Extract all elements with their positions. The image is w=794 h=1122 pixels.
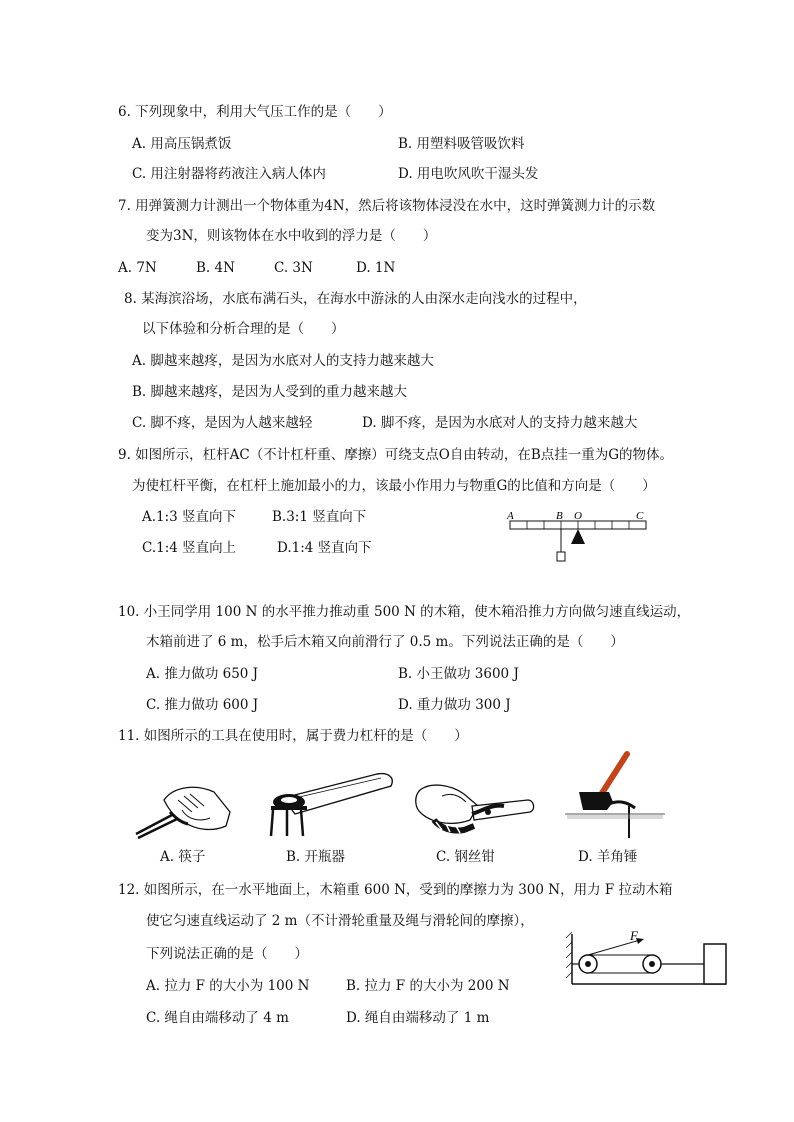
- q9-option-d: D.1:4 竖直向下: [277, 540, 372, 556]
- q9-stem-line1: 9. 如图所示，杠杆AC（不计杠杆重、摩擦）可绕支点O自由转动，在B点挂一重为G的物体。: [118, 447, 674, 463]
- lever-figure: [505, 508, 655, 568]
- q10-option-a: A. 推力做功 650 J: [146, 666, 259, 682]
- q7-stem-line2: 变为3N，则该物体在水中收到的浮力是（ ）: [146, 228, 437, 244]
- q12-stem-line1: 12. 如图所示，在一水平地面上，木箱重 600 N，受到的摩擦力为 300 N，用力 F 拉动木箱: [118, 882, 673, 898]
- pliers-figure: [412, 780, 537, 842]
- q8-option-b: B. 脚越来越疼，是因为人受到的重力越来越大: [132, 384, 408, 400]
- q11-option-d: D. 羊角锤: [578, 849, 638, 865]
- lever-label-b: B: [556, 510, 563, 522]
- q10-stem-line2: 木箱前进了 6 m，松手后木箱又向前滑行了 0.5 m。下列说法正确的是（ ）: [146, 634, 624, 650]
- lever-label-c: C: [636, 510, 644, 522]
- q11-option-b: B. 开瓶器: [286, 849, 346, 865]
- q12-stem-line2: 使它匀速直线运动了 2 m（不计滑轮重量及绳与滑轮间的摩擦），: [146, 913, 534, 929]
- q12-option-b: B. 拉力 F 的大小为 200 N: [346, 978, 510, 994]
- q10-option-b: B. 小王做功 3600 J: [398, 666, 519, 682]
- q6-stem: 6. 下列现象中，利用大气压工作的是（ ）: [118, 104, 392, 120]
- q6-option-c: C. 用注射器将药液注入病人体内: [132, 166, 326, 182]
- q11-option-c: C. 钢丝钳: [436, 849, 495, 865]
- bottle-opener-figure: [265, 770, 400, 838]
- chopsticks-figure: [134, 782, 234, 840]
- pulley-figure: [566, 928, 728, 988]
- q8-option-d: D. 脚不疼，是因为水底对人的支持力越来越大: [362, 415, 638, 431]
- hanging-weight: [557, 552, 565, 561]
- q12-option-d: D. 绳自由端移动了 1 m: [346, 1010, 490, 1026]
- lever-label-o: O: [574, 510, 582, 522]
- claw-hammer-figure: [565, 750, 667, 842]
- q11-stem: 11. 如图所示的工具在使用时，属于费力杠杆的是（ ）: [118, 728, 468, 744]
- force-label-f: F: [630, 928, 638, 943]
- q12-stem-line3: 下列说法正确的是（ ）: [146, 946, 308, 962]
- q9-option-c: C.1:4 竖直向上: [142, 540, 237, 556]
- q10-option-c: C. 推力做功 600 J: [146, 697, 259, 713]
- q7-option-d: D. 1N: [356, 260, 396, 276]
- q7-option-c: C. 3N: [274, 260, 313, 276]
- q8-stem-line1: 8. 某海滨浴场，水底布满石头，在海水中游泳的人由深水走向浅水的过程中，: [124, 291, 587, 307]
- q8-stem-line2: 以下体验和分析合理的是（ ）: [142, 321, 345, 337]
- q9-option-b: B.3:1 竖直向下: [272, 509, 367, 525]
- q6-option-b: B. 用塑料吸管吸饮料: [398, 136, 525, 152]
- q9-option-a: A.1:3 竖直向下: [142, 509, 237, 525]
- fulcrum: [571, 529, 585, 544]
- q10-option-d: D. 重力做功 300 J: [398, 697, 511, 713]
- q11-option-a: A. 筷子: [160, 849, 206, 865]
- q12-option-a: A. 拉力 F 的大小为 100 N: [146, 978, 310, 994]
- q8-option-c: C. 脚不疼，是因为人越来越轻: [132, 415, 313, 431]
- wooden-box: [704, 944, 726, 984]
- q10-stem-line1: 10. 小王同学用 100 N 的水平推力推动重 500 N 的木箱，使木箱沿推力方向做匀速直线运动，: [118, 604, 691, 620]
- q7-stem-line1: 7. 用弹簧测力计测出一个物体重为4N，然后将该物体浸没在水中，这时弹簧测力计的示数: [118, 198, 656, 214]
- lever-label-a: A: [507, 510, 514, 522]
- q8-option-a: A. 脚越来越疼，是因为水底对人的支持力越来越大: [132, 353, 434, 369]
- q12-option-c: C. 绳自由端移动了 4 m: [146, 1010, 289, 1026]
- q7-option-b: B. 4N: [196, 260, 235, 276]
- q6-option-d: D. 用电吹风吹干湿头发: [398, 166, 539, 182]
- q6-option-a: A. 用高压锅煮饭: [132, 136, 232, 152]
- q7-option-a: A. 7N: [118, 260, 157, 276]
- q9-stem-line2: 为使杠杆平衡，在杠杆上施加最小的力，该最小作用力与物重G的比值和方向是（ ）: [132, 478, 656, 494]
